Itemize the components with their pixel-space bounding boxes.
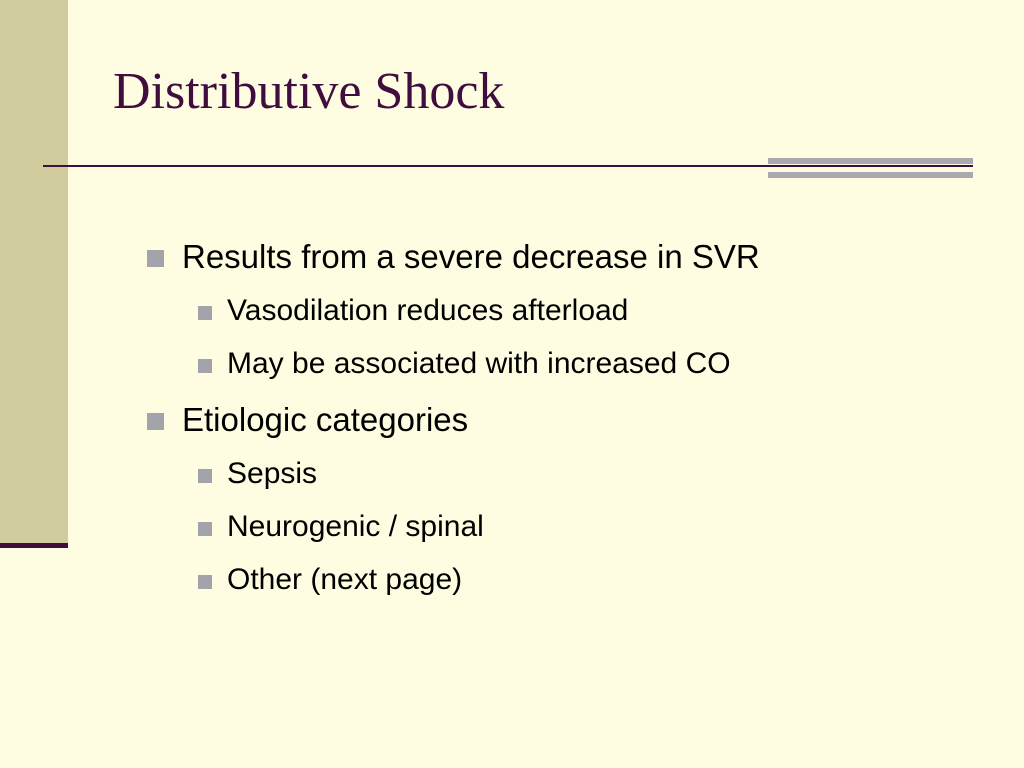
square-bullet-icon [147,413,164,430]
sub-bullet-item: Other (next page) [227,563,463,596]
sub-bullet-item: Sepsis [227,457,318,490]
square-bullet-icon [198,575,212,589]
bullet-item: Etiologic categories [182,401,469,438]
square-bullet-icon [198,306,212,320]
square-bullet-icon [198,522,212,536]
sub-bullet-item: Neurogenic / spinal [227,510,484,543]
square-bullet-icon [198,359,212,373]
sub-bullet-item: May be associated with increased CO [227,347,731,380]
square-bullet-icon [198,469,212,483]
slide-title: Distributive Shock [113,63,505,120]
bullet-item: Results from a severe decrease in SVR [182,238,760,275]
sub-bullet-item: Vasodilation reduces afterload [227,294,629,327]
square-bullet-icon [147,250,164,267]
